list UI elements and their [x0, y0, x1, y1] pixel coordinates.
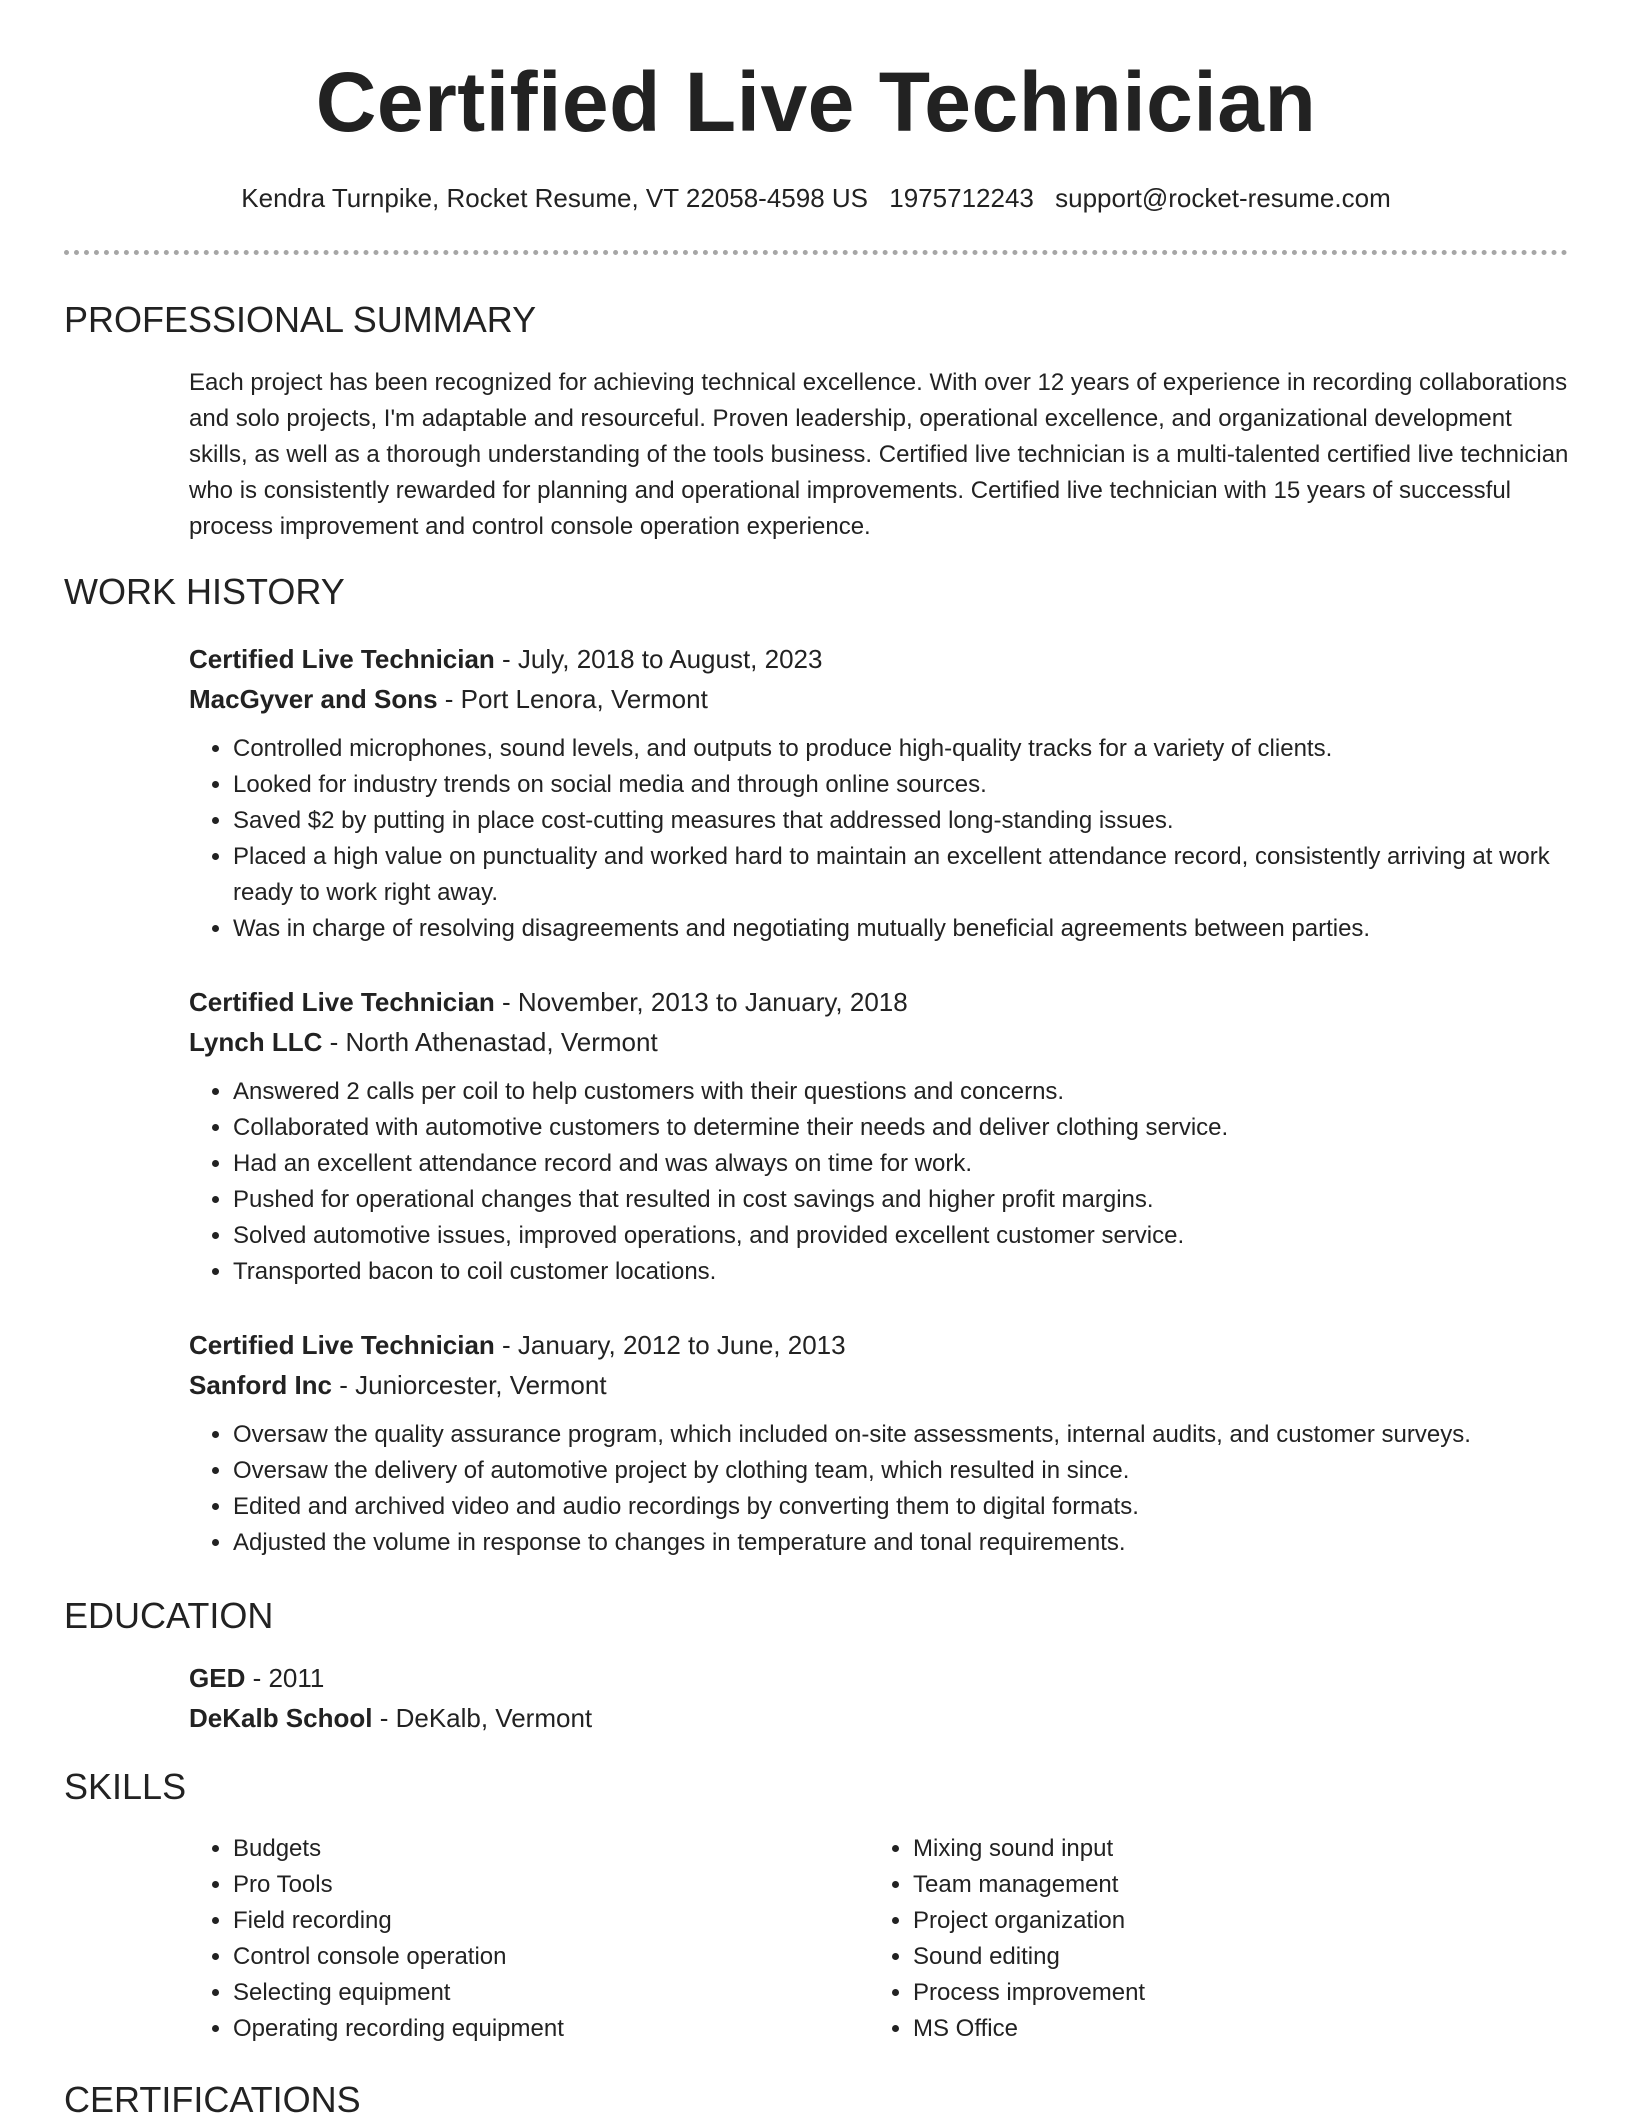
job-duty: • Placed a high value on punctuality and worked hard to maintain an excellent attendance record, consistently arriving at work ready to work right away.: [233, 839, 1569, 911]
skill-item: • Budgets: [233, 1831, 564, 1867]
skill-item: • Sound editing: [913, 1939, 1145, 1975]
education-school-line: [189, 1698, 1569, 1738]
skill-item: • Team management: [913, 1867, 1145, 1903]
job-entry-1: [189, 639, 1569, 947]
summary-text: Each project has been recognized for achieving technical excellence. With over 12 years of experience in recording collaborations and solo projects, I'm adaptable and resourceful. Proven leadership, operational excellence, and organizational development skills, as well as a thorough understanding of the tools business. Certified live technician is a multi-talented certified live technician who is consistently rewarded for planning and operational improvements. Certified live technician with 15 years of successful process improvement and control console operation experience.: [189, 369, 1569, 540]
job-company: Lynch LLC: [189, 1027, 323, 1057]
job-duty: • Had an excellent attendance record and was always on time for work.: [233, 1146, 1569, 1182]
skill-item: • Operating recording equipment: [233, 2011, 564, 2047]
skills-column-right: [869, 1831, 1145, 2047]
job-employer: [189, 679, 1569, 719]
skill-item: • Field recording: [233, 1903, 564, 1939]
job-employer: [189, 1022, 1569, 1062]
skill-item: • Mixing sound input: [913, 1831, 1145, 1867]
job-heading: [189, 639, 1569, 679]
contact-email: support@rocket-resume.com: [1055, 183, 1391, 213]
section-title-certifications: CERTIFICATIONS: [64, 2079, 361, 2120]
section-title-skills: SKILLS: [64, 1766, 187, 1807]
job-duty: • Pushed for operational changes that resulted in cost savings and higher profit margins.: [233, 1182, 1569, 1218]
education-location: - DeKalb, Vermont: [372, 1703, 593, 1733]
job-duty: • Was in charge of resolving disagreements and negotiating mutually beneficial agreements between parties.: [233, 911, 1569, 947]
job-duty: • Solved automotive issues, improved operations, and provided excellent customer service.: [233, 1218, 1569, 1254]
job-company: Sanford Inc: [189, 1370, 333, 1400]
job-duty: • Oversaw the delivery of automotive project by clothing team, which resulted in since.: [233, 1453, 1569, 1489]
job-duty: • Adjusted the volume in response to changes in temperature and tonal requirements.: [233, 1525, 1569, 1561]
education-school: DeKalb School: [189, 1703, 373, 1733]
job-company: MacGyver and Sons: [189, 684, 438, 714]
skill-item: • Control console operation: [233, 1939, 564, 1975]
skills-column-left: [189, 1831, 564, 2047]
contact-phone: 1975712243: [889, 183, 1034, 213]
job-dates: - July, 2018 to August, 2023: [494, 644, 823, 674]
job-location: - Port Lenora, Vermont: [437, 684, 708, 714]
job-heading: [189, 1325, 1569, 1365]
job-duties: [189, 731, 1569, 947]
header-divider: [64, 250, 1568, 255]
contact-address: Kendra Turnpike, Rocket Resume, VT 22058-4598 US: [241, 183, 869, 213]
education-entry: [189, 1658, 1569, 1738]
job-duty: • Saved $2 by putting in place cost-cutting measures that addressed long-standing issues.: [233, 803, 1569, 839]
job-duty: • Looked for industry trends on social media and through online sources.: [233, 767, 1569, 803]
education-year: - 2011: [245, 1663, 325, 1693]
skill-item: • MS Office: [913, 2011, 1145, 2047]
skill-item: • Selecting equipment: [233, 1975, 564, 2011]
job-duty: • Edited and archived video and audio recordings by converting them to digital formats.: [233, 1489, 1569, 1525]
job-entry-2: [189, 982, 1569, 1290]
job-heading: [189, 982, 1569, 1022]
job-entry-3: [189, 1325, 1569, 1561]
job-location: - North Athenastad, Vermont: [322, 1027, 658, 1057]
job-duty: • Controlled microphones, sound levels, and outputs to produce high-quality tracks for a variety of clients.: [233, 731, 1569, 767]
skill-item: • Process improvement: [913, 1975, 1145, 2011]
section-title-summary: PROFESSIONAL SUMMARY: [64, 299, 537, 340]
skill-item: • Project organization: [913, 1903, 1145, 1939]
job-location: - Juniorcester, Vermont: [332, 1370, 607, 1400]
job-duty: • Collaborated with automotive customers to determine their needs and deliver clothing service.: [233, 1110, 1569, 1146]
job-duties: [189, 1074, 1569, 1290]
education-degree-line: [189, 1658, 1569, 1698]
section-title-work-history: WORK HISTORY: [64, 571, 345, 612]
job-duty: • Oversaw the quality assurance program, which included on-site assessments, internal audits, and customer surveys.: [233, 1417, 1569, 1453]
job-title: Certified Live Technician: [189, 987, 495, 1017]
job-duty: • Transported bacon to coil customer locations.: [233, 1254, 1569, 1290]
job-employer: [189, 1365, 1569, 1405]
job-title: Certified Live Technician: [189, 1330, 495, 1360]
section-title-education: EDUCATION: [64, 1595, 274, 1636]
job-dates: - January, 2012 to June, 2013: [494, 1330, 846, 1360]
job-duty: • Answered 2 calls per coil to help customers with their questions and concerns.: [233, 1074, 1569, 1110]
contact-line: [0, 178, 1632, 218]
job-title: Certified Live Technician: [189, 644, 495, 674]
skill-item: • Pro Tools: [233, 1867, 564, 1903]
job-dates: - November, 2013 to January, 2018: [494, 987, 908, 1017]
job-duties: [189, 1417, 1569, 1561]
resume-title: Certified Live Technician: [315, 55, 1317, 149]
education-degree: GED: [189, 1663, 246, 1693]
